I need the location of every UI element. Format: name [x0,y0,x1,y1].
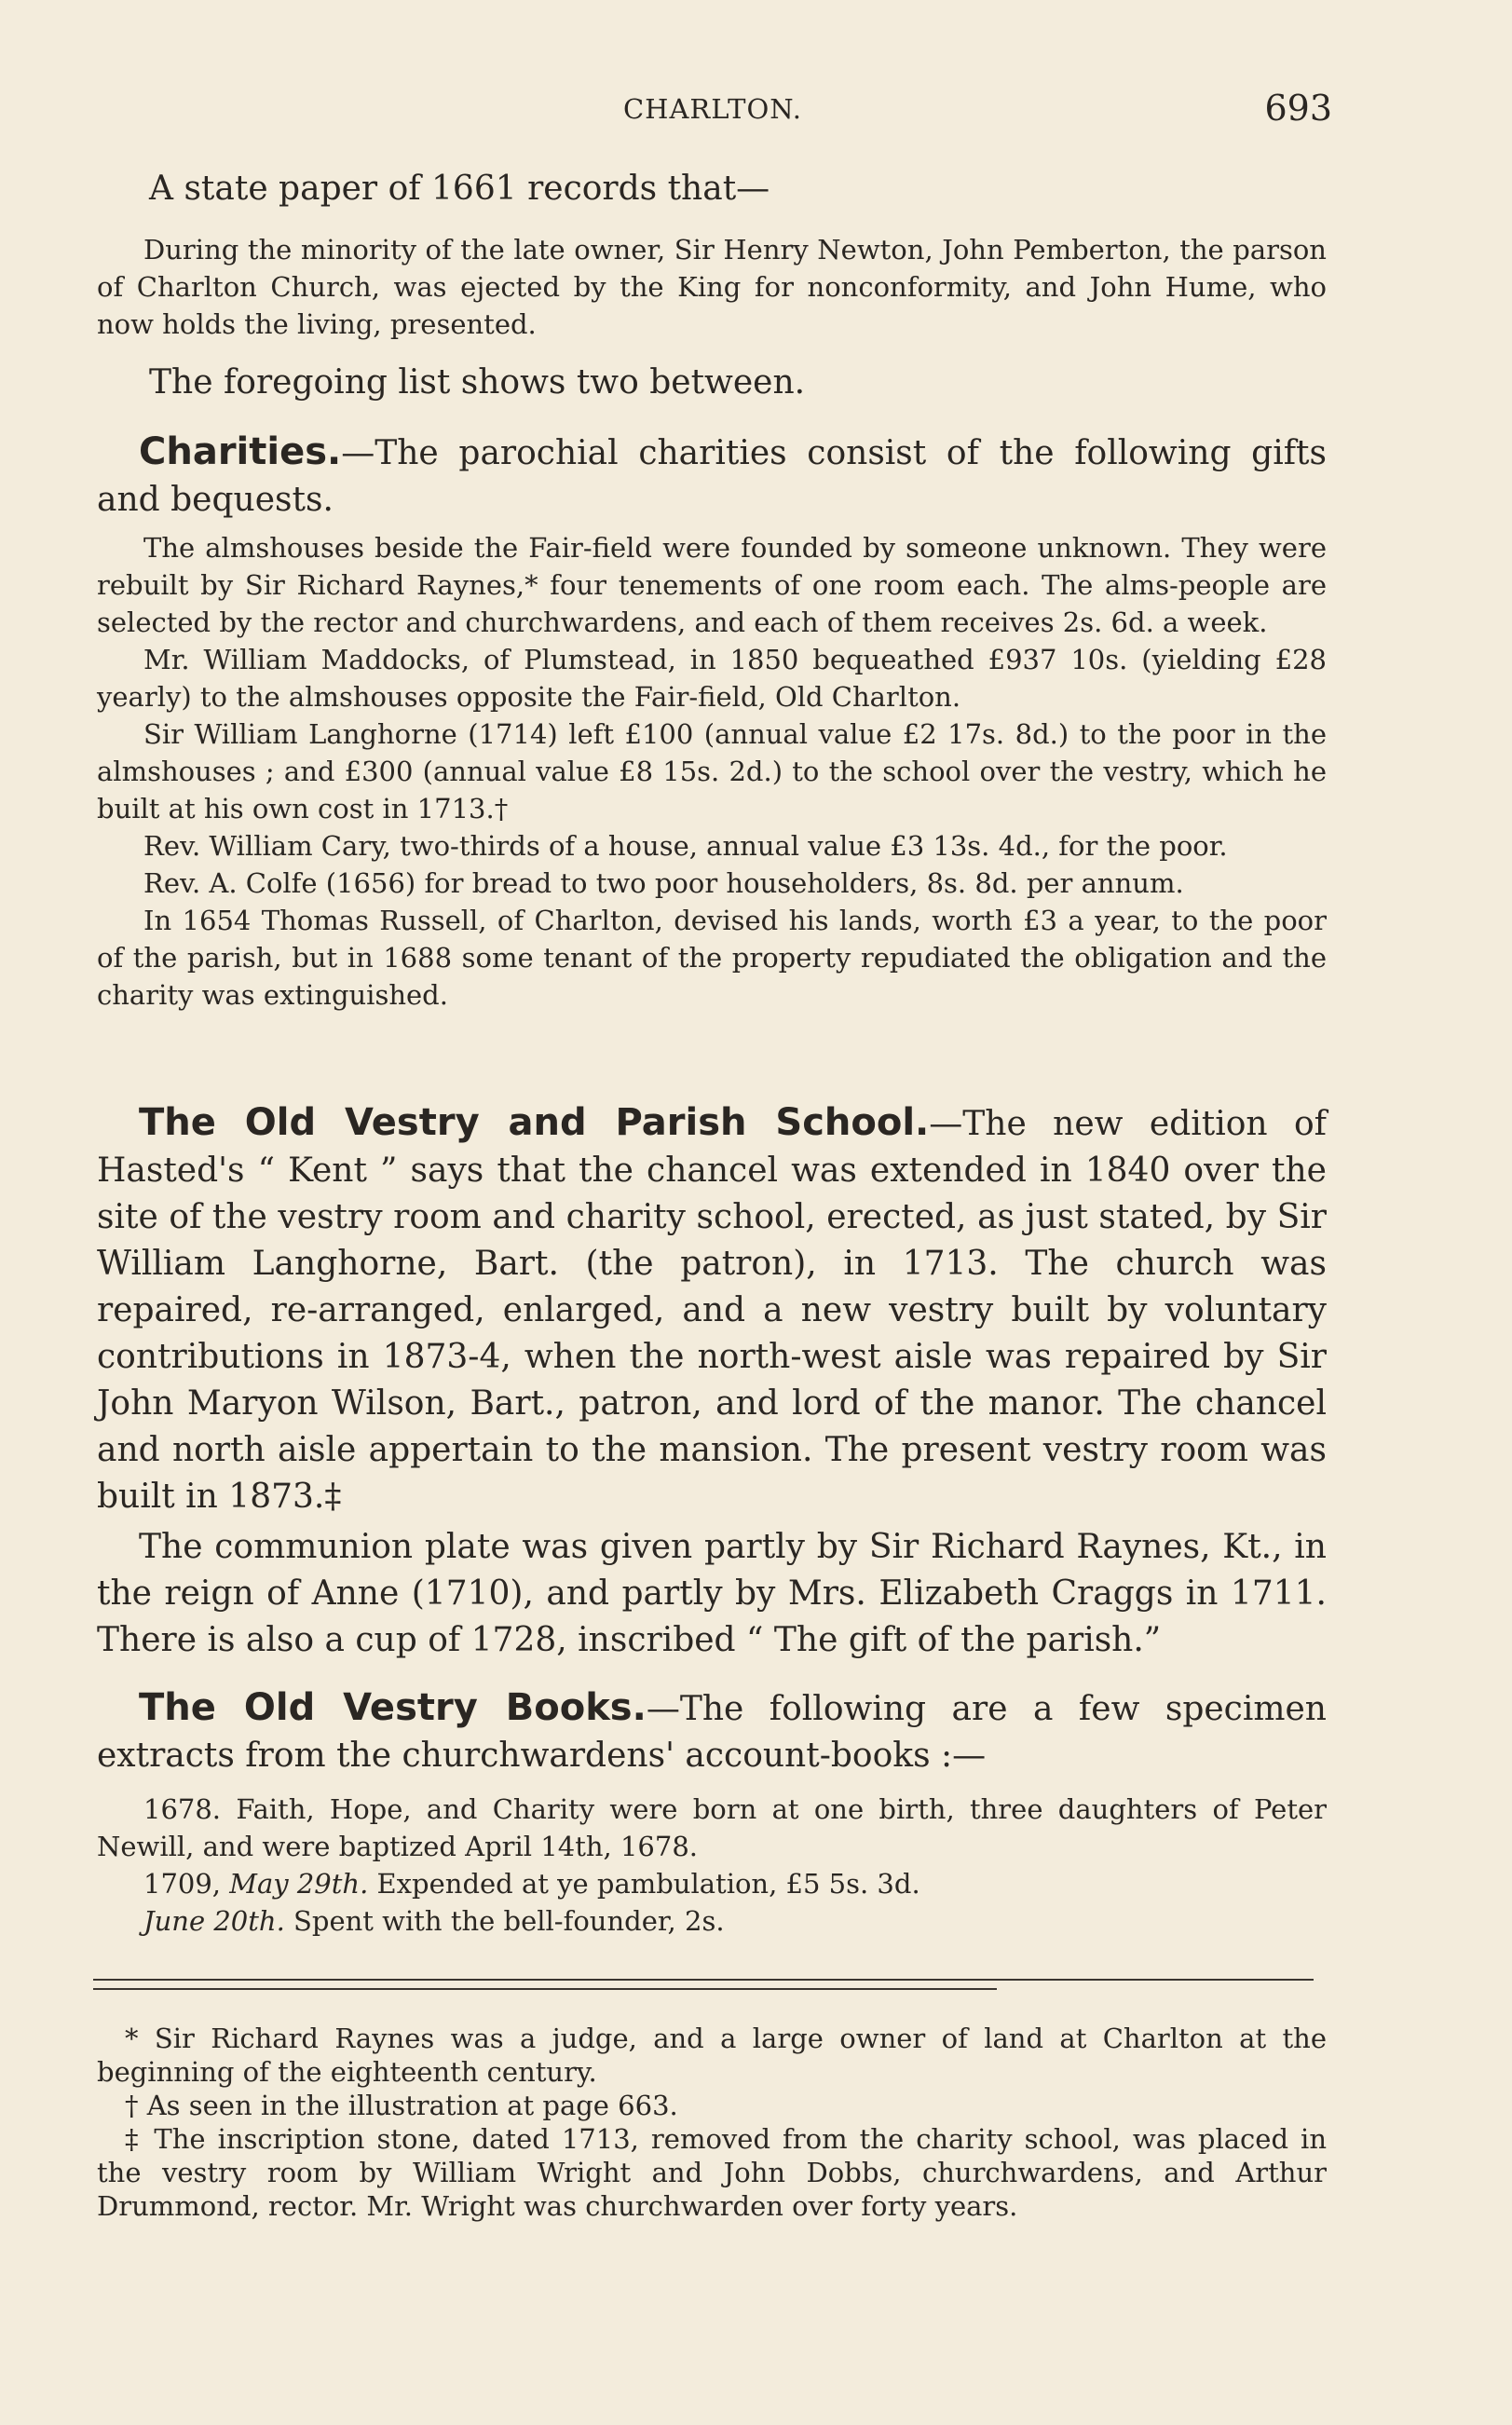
vestry-books-heading: The Old Vestry Books. [139,1686,647,1729]
charities-lead: —The parochial charities consist of the following gifts and bequests. [97,434,1327,519]
vestry-books-section [97,1684,1327,1779]
charity-paragraph: Sir William Langhorne (1714) left £100 (annual value £2 17s. 8d.) to the poor in the almshouses ; and £300 (annual value £8 15s. 2d.) to the school over the vestry, which he built at his own cost in 1713.† [97,718,1327,824]
footnote-mark: † [125,2090,139,2121]
footnote-divider-short [93,1988,997,1990]
footnote-text: The inscription stone, dated 1713, removed from the charity school, was placed in the vestry room by William Wright and John Dobbs, churchwardens, and Arthur Drummond, rector. Mr. Wright was churchwarden over forty years. [97,2123,1328,2222]
page-header [93,88,1332,140]
footnotes [97,2022,1327,2223]
foregoing-line: The foregoing list shows two between. [149,363,806,402]
footnote-divider [93,1979,1314,1981]
extract-text: Spent with the bell-founder, 2s. [284,1905,725,1937]
charity-paragraph: The almshouses beside the Fair-field were founded by someone unknown. They were rebuilt by Sir Richard Raynes,* four tenements of one room each. The alms-people are selected by the rector and churchwardens, and each of them receives 2s. 6d. a week. [97,532,1327,638]
footnote-text: As seen in the illustration at page 663. [138,2090,678,2121]
charities-section [97,429,1327,524]
extract-entry [97,1902,1327,1940]
charity-paragraph: Rev. A. Colfe (1656) for bread to two poor householders, 8s. 8d. per annum. [143,867,1184,899]
extract-entry [97,1865,1327,1902]
page-number: 693 [1264,88,1332,129]
extract-date: 1709, [143,1868,230,1900]
foregoing-block [149,360,1379,406]
extracts-list [97,1791,1327,1940]
vestry-school-text: —The new edition of Hasted's “ Kent ” says that the chancel was extended in 1840 over the site of the vestry room and charity school, erected, as just stated, by Sir William Langhorne, Bart. (the patron), in 1713. The church was repaired, re-arranged, enlarged, and a new vestry built by voluntary contributions in 1873-4, when the north-west aisle was repaired by Sir John Maryon Wilson, Bart., patron, and lord of the manor. The chancel and north aisle appertain to the mansion. The present vestry room was built in 1873.‡ [97,1105,1328,1516]
vestry-books-text: —The following are a few specimen extracts from the churchwardens' account-books :— [97,1690,1327,1775]
footnote-text: Sir Richard Raynes was a judge, and a large owner of land at Charlton at the beginning of the eighteenth century. [97,2023,1327,2088]
intro-line-block [149,166,1379,212]
charity-paragraph: In 1654 Thomas Russell, of Charlton, devised his lands, worth £3 a year, to the poor of the parish, but in 1688 some tenant of the property repudiated the obligation and the charity was extinguished. [97,905,1327,1011]
intro-line: A state paper of 1661 records that— [149,170,770,208]
state-paper-quote: During the minority of the late owner, Sir Henry Newton, John Pemberton, the parson of Charlton Church, was ejected by the King for nonconformity, and John Hume, who now holds the living, presented. [97,234,1327,340]
extract-date: 1678. [143,1793,222,1825]
vestry-school-section [97,1099,1327,1520]
charities-intro [97,429,1327,524]
extract-date-italic: June 20th. [143,1905,285,1937]
extract-text: Expended at ye pambulation, £5 5s. 3d. [368,1868,920,1900]
footnote [97,2022,1327,2089]
vestry-school-heading: The Old Vestry and Parish School. [139,1101,930,1144]
vestry-school-paragraph [97,1099,1327,1520]
footnote-mark: ‡ [125,2123,143,2155]
extract-entry [97,1791,1327,1865]
communion-paragraph: The communion plate was given partly by Sir Richard Raynes, Kt., in the reign of Anne (1710), and partly by Mrs. Elizabeth Craggs in 1711. There is also a cup of 1728, inscribed “ The gift of the parish.” [97,1528,1327,1659]
footnote-mark: * [125,2023,139,2054]
state-paper-quote-block [97,231,1327,343]
charity-paragraph: Mr. William Maddocks, of Plumstead, in 1850 bequeathed £937 10s. (yielding £28 yearly) to the almshouses opposite the Fair-field, Old Charlton. [97,644,1327,713]
footnote [97,2089,1327,2122]
running-title: CHARLTON. [622,93,802,125]
charity-paragraph: Rev. William Cary, two-thirds of a house, annual value £3 13s. 4d., for the poor. [143,830,1228,862]
extract-date-italic: May 29th. [229,1868,369,1900]
charities-heading: Charities. [139,430,342,473]
communion-block [97,1524,1327,1664]
extract-text: Faith, Hope, and Charity were born at one birth, three daughters of Peter Newill, and were baptized April 14th, 1678. [97,1793,1327,1862]
charities-list [97,529,1327,1014]
footnote [97,2122,1327,2223]
vestry-books-paragraph [97,1684,1327,1779]
